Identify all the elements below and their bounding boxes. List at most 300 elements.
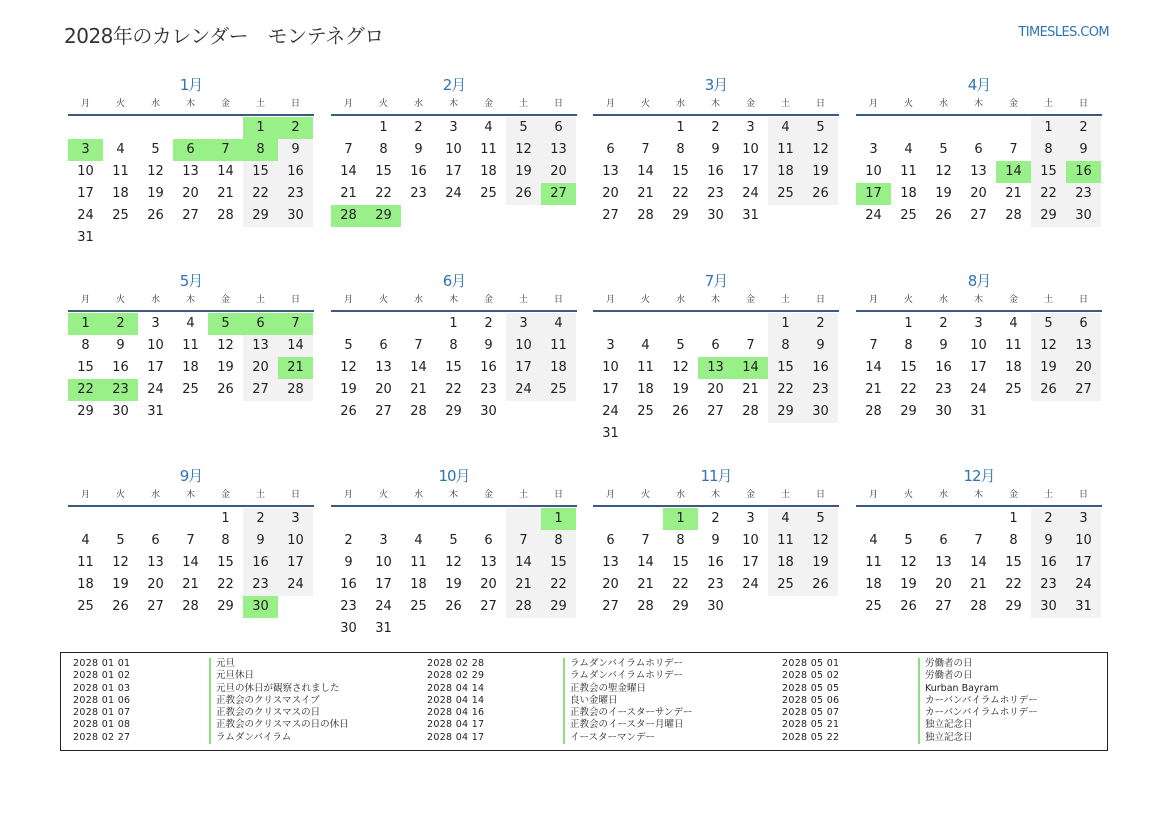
day-cell[interactable]: 14 [506, 552, 541, 574]
day-cell[interactable]: 10 [147, 338, 164, 353]
day-cell[interactable]: 19 [112, 577, 129, 592]
day-cell[interactable]: 12 [506, 139, 541, 161]
day-cell[interactable]: 15 [672, 164, 689, 179]
day-cell[interactable]: 9 [484, 338, 493, 353]
day-cell[interactable]: 16 [340, 577, 357, 592]
day-cell[interactable]: 3 [974, 316, 983, 331]
day-cell[interactable]: 4 [186, 316, 195, 331]
holiday-day-cell[interactable]: 2 [278, 117, 313, 139]
day-cell[interactable]: 9 [939, 338, 948, 353]
day-cell[interactable]: 3 [869, 142, 878, 157]
day-cell[interactable]: 28 [742, 404, 759, 419]
day-cell[interactable]: 12 [112, 555, 129, 570]
day-cell[interactable]: 26 [900, 599, 917, 614]
day-cell[interactable]: 8 [379, 142, 388, 157]
day-cell[interactable]: 11 [768, 139, 803, 161]
day-cell[interactable]: 28 [637, 208, 654, 223]
day-cell[interactable]: 29 [1005, 599, 1022, 614]
holiday-day-cell[interactable]: 6 [243, 313, 278, 335]
holiday-day-cell[interactable]: 21 [278, 357, 313, 379]
day-cell[interactable]: 7 [344, 142, 353, 157]
day-cell[interactable]: 17 [445, 164, 462, 179]
day-cell[interactable]: 29 [541, 596, 576, 618]
day-cell[interactable]: 19 [506, 161, 541, 183]
day-cell[interactable]: 25 [768, 183, 803, 205]
day-cell[interactable]: 11 [480, 142, 497, 157]
day-cell[interactable]: 23 [707, 577, 724, 592]
day-cell[interactable]: 6 [974, 142, 983, 157]
day-cell[interactable]: 2 [414, 120, 423, 135]
day-cell[interactable]: 25 [900, 208, 917, 223]
day-cell[interactable]: 20 [541, 161, 576, 183]
holiday-day-cell[interactable]: 5 [208, 313, 243, 335]
day-cell[interactable]: 5 [803, 117, 838, 139]
day-cell[interactable]: 3 [151, 316, 160, 331]
day-cell[interactable]: 22 [445, 382, 462, 397]
day-cell[interactable]: 20 [182, 186, 199, 201]
holiday-day-cell[interactable]: 2 [103, 313, 138, 335]
day-cell[interactable]: 28 [506, 596, 541, 618]
day-cell[interactable]: 14 [278, 335, 313, 357]
day-cell[interactable]: 23 [278, 183, 313, 205]
day-cell[interactable]: 14 [182, 555, 199, 570]
day-cell[interactable]: 31 [375, 621, 392, 636]
day-cell[interactable]: 28 [970, 599, 987, 614]
day-cell[interactable]: 16 [410, 164, 427, 179]
day-cell[interactable]: 17 [602, 382, 619, 397]
day-cell[interactable]: 4 [768, 508, 803, 530]
day-cell[interactable]: 9 [116, 338, 125, 353]
day-cell[interactable]: 4 [641, 338, 650, 353]
day-cell[interactable]: 5 [116, 533, 125, 548]
day-cell[interactable]: 26 [1031, 379, 1066, 401]
day-cell[interactable]: 27 [707, 404, 724, 419]
day-cell[interactable]: 10 [1066, 530, 1101, 552]
day-cell[interactable]: 9 [803, 335, 838, 357]
day-cell[interactable]: 21 [637, 186, 654, 201]
day-cell[interactable]: 26 [112, 599, 129, 614]
day-cell[interactable]: 22 [1031, 183, 1066, 205]
day-cell[interactable]: 22 [217, 577, 234, 592]
day-cell[interactable]: 15 [445, 360, 462, 375]
day-cell[interactable]: 30 [278, 205, 313, 227]
day-cell[interactable]: 5 [151, 142, 160, 157]
day-cell[interactable]: 22 [243, 183, 278, 205]
day-cell[interactable]: 3 [746, 120, 755, 135]
day-cell[interactable]: 2 [1066, 117, 1101, 139]
day-cell[interactable]: 3 [506, 313, 541, 335]
day-cell[interactable]: 16 [278, 161, 313, 183]
day-cell[interactable]: 7 [186, 533, 195, 548]
day-cell[interactable]: 3 [746, 511, 755, 526]
day-cell[interactable]: 3 [449, 120, 458, 135]
day-cell[interactable]: 9 [278, 139, 313, 161]
day-cell[interactable]: 17 [147, 360, 164, 375]
day-cell[interactable]: 8 [676, 142, 685, 157]
day-cell[interactable]: 11 [865, 555, 882, 570]
day-cell[interactable]: 12 [1031, 335, 1066, 357]
day-cell[interactable]: 8 [81, 338, 90, 353]
holiday-day-cell[interactable]: 7 [278, 313, 313, 335]
day-cell[interactable]: 29 [77, 404, 94, 419]
day-cell[interactable]: 11 [77, 555, 94, 570]
day-cell[interactable]: 9 [711, 533, 720, 548]
day-cell[interactable]: 23 [935, 382, 952, 397]
day-cell[interactable]: 4 [116, 142, 125, 157]
day-cell[interactable]: 13 [970, 164, 987, 179]
day-cell[interactable]: 26 [147, 208, 164, 223]
day-cell[interactable]: 13 [935, 555, 952, 570]
holiday-day-cell[interactable]: 14 [733, 357, 768, 379]
day-cell[interactable]: 2 [1031, 508, 1066, 530]
day-cell[interactable]: 8 [676, 533, 685, 548]
day-cell[interactable]: 19 [803, 161, 838, 183]
day-cell[interactable]: 19 [672, 382, 689, 397]
day-cell[interactable]: 2 [344, 533, 353, 548]
day-cell[interactable]: 6 [379, 338, 388, 353]
day-cell[interactable]: 20 [602, 186, 619, 201]
day-cell[interactable]: 23 [803, 379, 838, 401]
day-cell[interactable]: 18 [410, 577, 427, 592]
day-cell[interactable]: 19 [445, 577, 462, 592]
day-cell[interactable]: 20 [1066, 357, 1101, 379]
day-cell[interactable]: 27 [480, 599, 497, 614]
day-cell[interactable]: 10 [375, 555, 392, 570]
day-cell[interactable]: 9 [243, 530, 278, 552]
day-cell[interactable]: 25 [410, 599, 427, 614]
day-cell[interactable]: 9 [711, 142, 720, 157]
day-cell[interactable]: 10 [970, 338, 987, 353]
day-cell[interactable]: 4 [869, 533, 878, 548]
day-cell[interactable]: 25 [112, 208, 129, 223]
day-cell[interactable]: 8 [904, 338, 913, 353]
day-cell[interactable]: 6 [711, 338, 720, 353]
day-cell[interactable]: 30 [935, 404, 952, 419]
day-cell[interactable]: 1 [221, 511, 230, 526]
day-cell[interactable]: 10 [445, 142, 462, 157]
day-cell[interactable]: 4 [414, 533, 423, 548]
day-cell[interactable]: 6 [541, 117, 576, 139]
day-cell[interactable]: 16 [935, 360, 952, 375]
day-cell[interactable]: 28 [278, 379, 313, 401]
day-cell[interactable]: 11 [182, 338, 199, 353]
day-cell[interactable]: 3 [1066, 508, 1101, 530]
day-cell[interactable]: 24 [445, 186, 462, 201]
day-cell[interactable]: 15 [375, 164, 392, 179]
day-cell[interactable]: 12 [340, 360, 357, 375]
day-cell[interactable]: 20 [480, 577, 497, 592]
day-cell[interactable]: 6 [939, 533, 948, 548]
day-cell[interactable]: 16 [707, 164, 724, 179]
day-cell[interactable]: 25 [541, 379, 576, 401]
day-cell[interactable]: 10 [77, 164, 94, 179]
day-cell[interactable]: 2 [711, 511, 720, 526]
day-cell[interactable]: 16 [480, 360, 497, 375]
day-cell[interactable]: 19 [803, 552, 838, 574]
holiday-day-cell[interactable]: 3 [68, 139, 103, 161]
day-cell[interactable]: 29 [672, 599, 689, 614]
day-cell[interactable]: 5 [1031, 313, 1066, 335]
day-cell[interactable]: 2 [711, 120, 720, 135]
day-cell[interactable]: 25 [865, 599, 882, 614]
day-cell[interactable]: 28 [410, 404, 427, 419]
day-cell[interactable]: 22 [375, 186, 392, 201]
day-cell[interactable]: 14 [637, 555, 654, 570]
day-cell[interactable]: 14 [340, 164, 357, 179]
day-cell[interactable]: 27 [147, 599, 164, 614]
day-cell[interactable]: 26 [340, 404, 357, 419]
day-cell[interactable]: 17 [506, 357, 541, 379]
day-cell[interactable]: 9 [414, 142, 423, 157]
day-cell[interactable]: 12 [803, 530, 838, 552]
day-cell[interactable]: 7 [641, 142, 650, 157]
day-cell[interactable]: 17 [970, 360, 987, 375]
holiday-day-cell[interactable]: 7 [208, 139, 243, 161]
holiday-day-cell[interactable]: 1 [541, 508, 576, 530]
day-cell[interactable]: 12 [900, 555, 917, 570]
day-cell[interactable]: 30 [707, 599, 724, 614]
day-cell[interactable]: 31 [602, 426, 619, 441]
day-cell[interactable]: 23 [410, 186, 427, 201]
day-cell[interactable]: 27 [1066, 379, 1101, 401]
day-cell[interactable]: 17 [742, 164, 759, 179]
day-cell[interactable]: 21 [637, 577, 654, 592]
day-cell[interactable]: 18 [768, 161, 803, 183]
day-cell[interactable]: 30 [803, 401, 838, 423]
day-cell[interactable]: 26 [445, 599, 462, 614]
day-cell[interactable]: 8 [768, 335, 803, 357]
day-cell[interactable]: 20 [375, 382, 392, 397]
day-cell[interactable]: 3 [379, 533, 388, 548]
day-cell[interactable]: 21 [865, 382, 882, 397]
day-cell[interactable]: 15 [217, 555, 234, 570]
day-cell[interactable]: 1 [676, 120, 685, 135]
day-cell[interactable]: 24 [506, 379, 541, 401]
day-cell[interactable]: 9 [1031, 530, 1066, 552]
day-cell[interactable]: 31 [77, 230, 94, 245]
holiday-day-cell[interactable]: 17 [856, 183, 891, 205]
day-cell[interactable]: 4 [81, 533, 90, 548]
day-cell[interactable]: 25 [182, 382, 199, 397]
day-cell[interactable]: 10 [742, 142, 759, 157]
day-cell[interactable]: 11 [637, 360, 654, 375]
day-cell[interactable]: 12 [445, 555, 462, 570]
day-cell[interactable]: 12 [803, 139, 838, 161]
day-cell[interactable]: 21 [410, 382, 427, 397]
day-cell[interactable]: 24 [77, 208, 94, 223]
day-cell[interactable]: 16 [1031, 552, 1066, 574]
day-cell[interactable]: 26 [506, 183, 541, 205]
day-cell[interactable]: 22 [768, 379, 803, 401]
day-cell[interactable]: 24 [970, 382, 987, 397]
day-cell[interactable]: 26 [217, 382, 234, 397]
day-cell[interactable]: 14 [217, 164, 234, 179]
holiday-day-cell[interactable]: 29 [366, 205, 401, 227]
day-cell[interactable]: 17 [375, 577, 392, 592]
day-cell[interactable]: 15 [77, 360, 94, 375]
holiday-day-cell[interactable]: 30 [243, 596, 278, 618]
day-cell[interactable]: 24 [375, 599, 392, 614]
day-cell[interactable]: 19 [217, 360, 234, 375]
holiday-day-cell[interactable]: 27 [541, 183, 576, 205]
day-cell[interactable]: 18 [768, 552, 803, 574]
holiday-day-cell[interactable]: 1 [663, 508, 698, 530]
day-cell[interactable]: 6 [151, 533, 160, 548]
day-cell[interactable]: 13 [602, 164, 619, 179]
day-cell[interactable]: 12 [217, 338, 234, 353]
day-cell[interactable]: 29 [900, 404, 917, 419]
day-cell[interactable]: 8 [1009, 533, 1018, 548]
day-cell[interactable]: 4 [768, 117, 803, 139]
day-cell[interactable]: 7 [869, 338, 878, 353]
day-cell[interactable]: 2 [484, 316, 493, 331]
day-cell[interactable]: 6 [606, 142, 615, 157]
day-cell[interactable]: 24 [865, 208, 882, 223]
day-cell[interactable]: 28 [1005, 208, 1022, 223]
day-cell[interactable]: 4 [904, 142, 913, 157]
day-cell[interactable]: 15 [1005, 555, 1022, 570]
day-cell[interactable]: 18 [1005, 360, 1022, 375]
day-cell[interactable]: 19 [900, 577, 917, 592]
day-cell[interactable]: 11 [900, 164, 917, 179]
day-cell[interactable]: 27 [602, 208, 619, 223]
day-cell[interactable]: 4 [1009, 316, 1018, 331]
day-cell[interactable]: 13 [147, 555, 164, 570]
day-cell[interactable]: 19 [147, 186, 164, 201]
day-cell[interactable]: 28 [637, 599, 654, 614]
day-cell[interactable]: 5 [803, 508, 838, 530]
day-cell[interactable]: 23 [1031, 574, 1066, 596]
day-cell[interactable]: 27 [602, 599, 619, 614]
day-cell[interactable]: 15 [243, 161, 278, 183]
day-cell[interactable]: 20 [935, 577, 952, 592]
day-cell[interactable]: 13 [480, 555, 497, 570]
day-cell[interactable]: 25 [768, 574, 803, 596]
day-cell[interactable]: 17 [1066, 552, 1101, 574]
day-cell[interactable]: 22 [541, 574, 576, 596]
day-cell[interactable]: 21 [742, 382, 759, 397]
holiday-day-cell[interactable]: 8 [243, 139, 278, 161]
day-cell[interactable]: 2 [243, 508, 278, 530]
day-cell[interactable]: 6 [606, 533, 615, 548]
day-cell[interactable]: 5 [449, 533, 458, 548]
day-cell[interactable]: 1 [379, 120, 388, 135]
day-cell[interactable]: 29 [768, 401, 803, 423]
day-cell[interactable]: 14 [970, 555, 987, 570]
day-cell[interactable]: 18 [865, 577, 882, 592]
day-cell[interactable]: 13 [243, 335, 278, 357]
day-cell[interactable]: 18 [637, 382, 654, 397]
holiday-day-cell[interactable]: 28 [331, 205, 366, 227]
day-cell[interactable]: 18 [900, 186, 917, 201]
day-cell[interactable]: 13 [541, 139, 576, 161]
day-cell[interactable]: 10 [506, 335, 541, 357]
day-cell[interactable]: 22 [1005, 577, 1022, 592]
day-cell[interactable]: 3 [606, 338, 615, 353]
day-cell[interactable]: 24 [742, 577, 759, 592]
holiday-day-cell[interactable]: 22 [68, 379, 103, 401]
day-cell[interactable]: 24 [278, 574, 313, 596]
day-cell[interactable]: 1 [1031, 117, 1066, 139]
day-cell[interactable]: 23 [243, 574, 278, 596]
day-cell[interactable]: 29 [1031, 205, 1066, 227]
day-cell[interactable]: 1 [768, 313, 803, 335]
day-cell[interactable]: 11 [768, 530, 803, 552]
day-cell[interactable]: 27 [182, 208, 199, 223]
day-cell[interactable]: 25 [637, 404, 654, 419]
day-cell[interactable]: 10 [278, 530, 313, 552]
day-cell[interactable]: 6 [484, 533, 493, 548]
day-cell[interactable]: 30 [340, 621, 357, 636]
day-cell[interactable]: 10 [602, 360, 619, 375]
day-cell[interactable]: 22 [672, 577, 689, 592]
day-cell[interactable]: 21 [970, 577, 987, 592]
day-cell[interactable]: 24 [1066, 574, 1101, 596]
day-cell[interactable]: 14 [865, 360, 882, 375]
day-cell[interactable]: 9 [344, 555, 353, 570]
holiday-day-cell[interactable]: 13 [698, 357, 733, 379]
day-cell[interactable]: 21 [506, 574, 541, 596]
day-cell[interactable]: 17 [278, 552, 313, 574]
day-cell[interactable]: 27 [935, 599, 952, 614]
day-cell[interactable]: 8 [449, 338, 458, 353]
day-cell[interactable]: 15 [541, 552, 576, 574]
day-cell[interactable]: 5 [676, 338, 685, 353]
day-cell[interactable]: 30 [707, 208, 724, 223]
day-cell[interactable]: 7 [506, 530, 541, 552]
day-cell[interactable]: 20 [147, 577, 164, 592]
day-cell[interactable]: 11 [112, 164, 129, 179]
day-cell[interactable]: 2 [803, 313, 838, 335]
day-cell[interactable]: 14 [410, 360, 427, 375]
day-cell[interactable]: 18 [112, 186, 129, 201]
day-cell[interactable]: 26 [803, 574, 838, 596]
day-cell[interactable]: 10 [742, 533, 759, 548]
day-cell[interactable]: 7 [974, 533, 983, 548]
holiday-day-cell[interactable]: 16 [1066, 161, 1101, 183]
day-cell[interactable]: 23 [340, 599, 357, 614]
day-cell[interactable]: 28 [217, 208, 234, 223]
day-cell[interactable]: 30 [1031, 596, 1066, 618]
day-cell[interactable]: 29 [243, 205, 278, 227]
day-cell[interactable]: 19 [1031, 357, 1066, 379]
day-cell[interactable]: 21 [340, 186, 357, 201]
day-cell[interactable]: 5 [939, 142, 948, 157]
day-cell[interactable]: 9 [1066, 139, 1101, 161]
day-cell[interactable]: 30 [112, 404, 129, 419]
day-cell[interactable]: 13 [182, 164, 199, 179]
day-cell[interactable]: 1 [1009, 511, 1018, 526]
day-cell[interactable]: 26 [935, 208, 952, 223]
day-cell[interactable]: 20 [707, 382, 724, 397]
day-cell[interactable]: 4 [541, 313, 576, 335]
day-cell[interactable]: 15 [900, 360, 917, 375]
day-cell[interactable]: 8 [541, 530, 576, 552]
day-cell[interactable]: 8 [1031, 139, 1066, 161]
site-logo[interactable]: TIMESLES.COM [1018, 25, 1109, 40]
day-cell[interactable]: 24 [147, 382, 164, 397]
day-cell[interactable]: 19 [935, 186, 952, 201]
day-cell[interactable]: 21 [182, 577, 199, 592]
day-cell[interactable]: 7 [746, 338, 755, 353]
day-cell[interactable]: 26 [672, 404, 689, 419]
day-cell[interactable]: 11 [410, 555, 427, 570]
day-cell[interactable]: 7 [1009, 142, 1018, 157]
day-cell[interactable]: 28 [182, 599, 199, 614]
day-cell[interactable]: 18 [77, 577, 94, 592]
day-cell[interactable]: 11 [541, 335, 576, 357]
day-cell[interactable]: 20 [243, 357, 278, 379]
